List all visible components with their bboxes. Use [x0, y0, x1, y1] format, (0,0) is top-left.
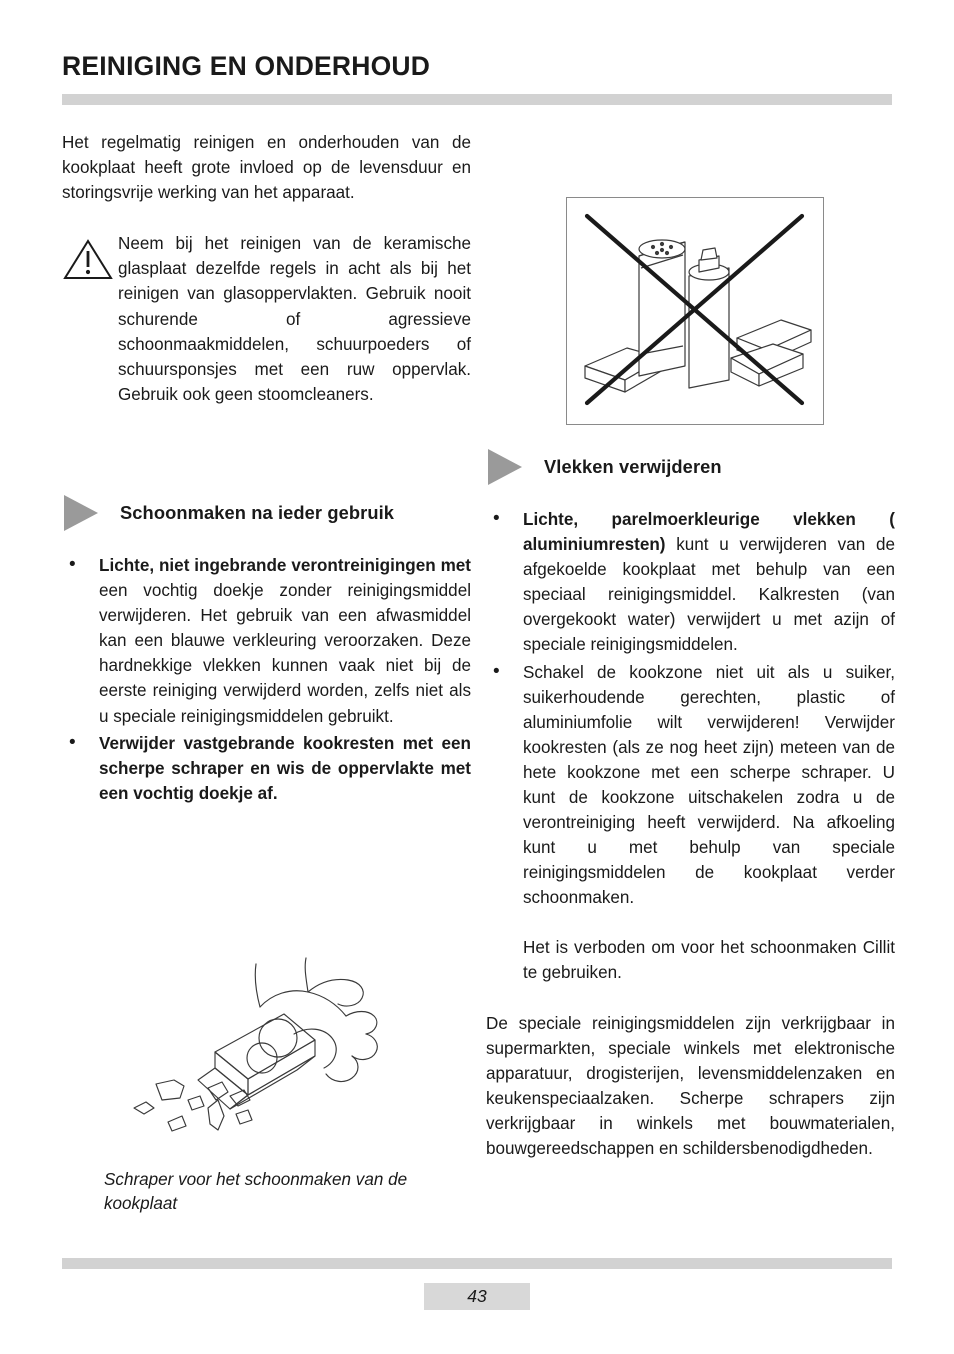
triangle-right-icon: [62, 493, 106, 533]
triangle-right-icon: [486, 447, 530, 487]
bullet-body: een vochtig doekje zonder reinigingsmiddel verwijderen. Het gebruik van een afwasmiddel kan een blauwe verkleuring veroorzaken. Deze hardnekkige vlekken kunnen vaak niet bij de eerste reiniging verwijderd worden, zelfs niet als u speciale reinigingsmiddelen gebruikt.: [99, 581, 471, 726]
vlekken-bullet-list: [486, 507, 895, 911]
scraper-figure-caption: Schraper voor het schoonmaken van de kookplaat: [104, 1170, 408, 1213]
list-item: [486, 507, 895, 658]
scraper-illustration: [112, 952, 402, 1152]
section-heading-schoonmaken: [62, 493, 471, 533]
forbidden-cleaning-products-illustration: [566, 197, 824, 425]
list-item: [62, 553, 471, 729]
warning-text: Neem bij het reinigen van de keramische glasplaat dezelfde regels in acht als bij het reinigen van glasoppervlakten. Gebruik nooit schurende of agressieve schoonmaakmiddelen, schuurpoeders of schuursponsjes met een ruw oppervlak. Gebruik ook geen stoomcleaners.: [118, 234, 471, 404]
page-number: 43: [424, 1283, 530, 1310]
right-column: [486, 447, 895, 1161]
list-item: [486, 660, 895, 911]
page-title: REINIGING EN ONDERHOUD: [62, 51, 431, 81]
list-item: [62, 731, 471, 806]
cillit-note-paragraph: Het is verboden om voor het schoonmaken Cillit te gebruiken.: [523, 937, 895, 982]
bullet-bold-lead: Verwijder vastgebrande kookresten met een scherpe schraper en wis de oppervlakte met een vochtig doekje af.: [99, 733, 471, 803]
bullet-body: kunt u verwijderen van de afgekoelde kookplaat met behulp van een speciaal reinigingsmiddel. Kalkresten (van overgekookt water) verwijdert u met azijn of speciale reinigingsmiddelen.: [523, 535, 895, 655]
closing-paragraph: De speciale reinigingsmiddelen zijn verkrijgbaar in supermarkten, speciale winkels met elektronische apparatuur, drogisterijen, levensmiddelenzaken en keukenspeciaalzaken. Scherpe schrapers zijn verkrijgbaar in winkels met bouwmaterialen, bouwgereedschappen en schildersbenodigdheden.: [486, 1013, 895, 1159]
page-header: [62, 52, 892, 81]
footer-rule-bar: [62, 1258, 892, 1269]
section-heading-vlekken: [486, 447, 895, 487]
schoonmaken-bullet-list: [62, 553, 471, 806]
bullet-bold-lead: Lichte, niet ingebrande verontreinigingen met: [99, 555, 471, 575]
warning-block: [62, 231, 471, 407]
intro-paragraph: Het regelmatig reinigen en onderhouden van de kookplaat heeft grote invloed op de levensduur en storingsvrije werking van het apparaat.: [62, 133, 471, 203]
header-rule-bar: [62, 94, 892, 105]
bullet-bold-lead: Lichte, parelmoerkleurige vlekken ( aluminiumresten): [523, 510, 895, 555]
section-title: Vlekken verwijderen: [544, 456, 722, 477]
left-column: [62, 130, 471, 806]
section-title: Schoonmaken na ieder gebruik: [120, 501, 395, 523]
warning-triangle-icon: [62, 231, 118, 281]
bullet-body: Schakel de kookzone niet uit als u suiker, suikerhoudende gerechten, plastic of aluminiumfolie wilt verwijderen! Verwijder kookresten (als ze nog heet zijn) meteen van de hete kookzone met een scherpe schraper. U kunt de kookzone uitschakelen zodra u de verontreiniging heeft verwijderd. Na afkoeling kunt u met behulp van speciale reinigingsmiddelen de kookplaat verder schoonmaken.: [523, 662, 895, 908]
